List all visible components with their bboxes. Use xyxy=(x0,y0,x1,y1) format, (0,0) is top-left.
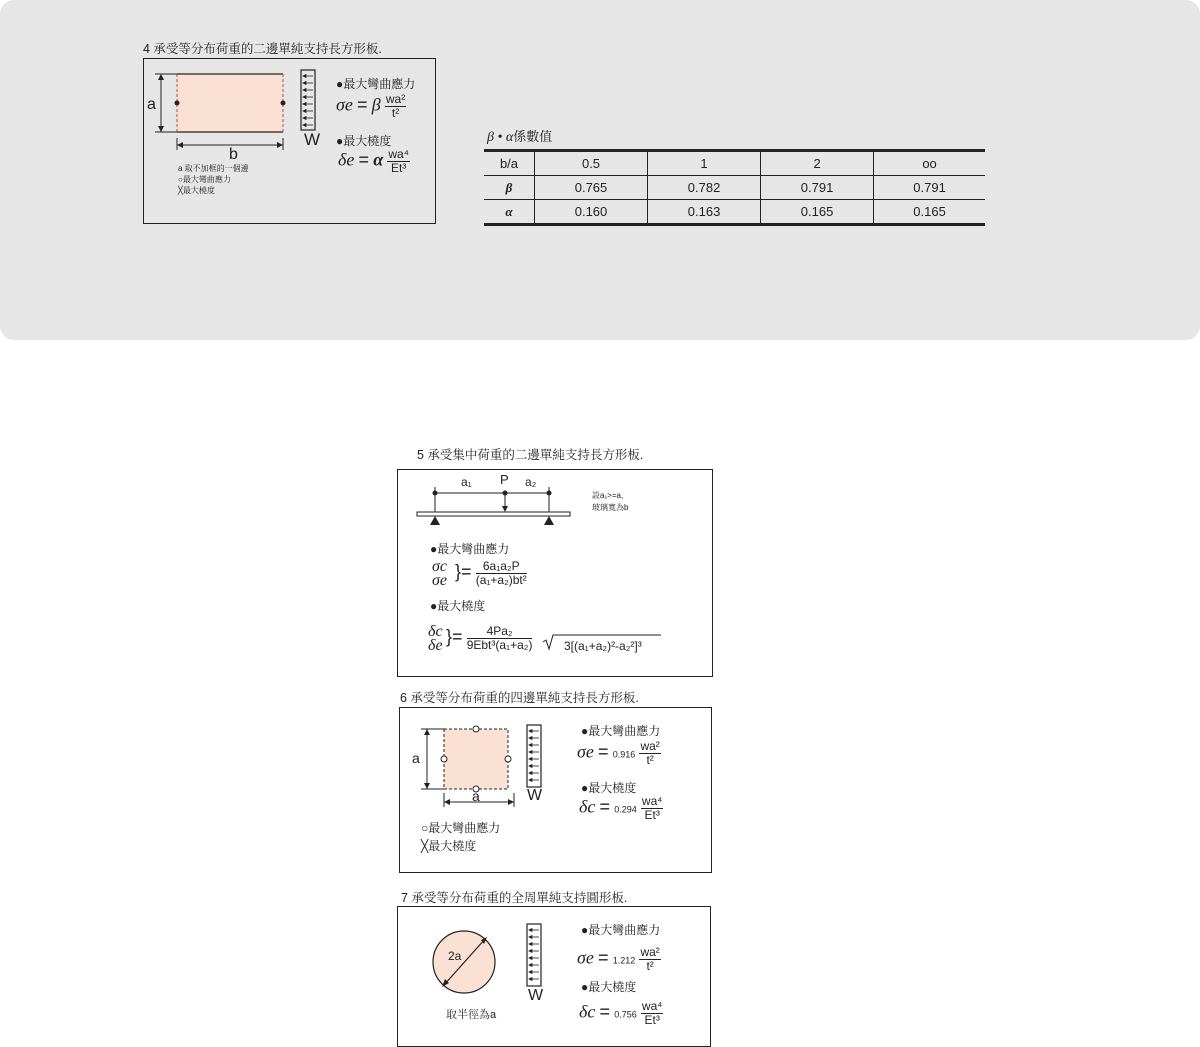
table-row xyxy=(484,176,985,200)
dim-a-label: a xyxy=(147,96,156,113)
table-cell: 0.163 xyxy=(648,200,761,225)
table-header-cell: oo xyxy=(874,151,985,176)
stress-num: wa² xyxy=(385,92,406,106)
section7-title: 7 承受等分布荷重的全周單純支持圓形板. xyxy=(401,891,628,905)
table-row xyxy=(484,200,985,225)
s6-deflection-den: Et³ xyxy=(644,808,660,822)
s5-defl-root: 3[(a₁+a₂)²-a₂²]³ xyxy=(564,639,642,653)
s6-deflection-symbol: δc xyxy=(579,796,596,817)
section6-title: 6 承受等分布荷重的四邊單純支持長方形板. xyxy=(400,691,639,705)
s6-deflection-coef: 0.294 xyxy=(614,804,637,815)
s5-defl-den: 9Ebt³(a₁+a₂) xyxy=(466,638,533,652)
s6-stress-heading: ●最大彎曲應力 xyxy=(581,724,661,738)
s6-stress-coef: 0.916 xyxy=(612,749,636,760)
s5-defl-sym-top: δc xyxy=(428,623,443,640)
deflection-heading: ●最大橈度 xyxy=(336,134,392,148)
s7-stress-den: t² xyxy=(646,959,654,973)
table-cell: 0.782 xyxy=(648,176,761,200)
stress-formula: σe = β $\frac{\text{wa²}}{\text{t²}}$ xyxy=(336,92,406,120)
table-header-cell: 1 xyxy=(648,151,761,176)
s5-deflection-heading: ●最大橈度 xyxy=(430,599,486,613)
s7-deflection-den: Et³ xyxy=(644,1013,660,1027)
label-a2: a₂ xyxy=(525,475,537,489)
s7-deflection-formula: δc = 0.756 $\frac{\text{wa⁴}}{\text{Et³}}$ xyxy=(579,999,663,1027)
s6-load-w-label: W xyxy=(527,787,543,804)
stress-heading: ●最大彎曲應力 xyxy=(336,77,416,91)
s5-stress-num: 6a₁a₂P xyxy=(476,560,527,574)
s7-stress-formula: σe = 1.212 $\frac{\text{wa²}}{\text{t²}}$ xyxy=(577,945,660,973)
legend-line-2: ○最大彎曲應力 xyxy=(178,175,231,184)
dim-b-label: b xyxy=(229,146,238,163)
deflection-num: wa⁴ xyxy=(388,147,409,161)
stress-den: t² xyxy=(391,106,400,120)
table-cell: 0.765 xyxy=(535,176,648,200)
table-cell: 0.165 xyxy=(761,200,874,225)
plate-rect xyxy=(177,74,283,132)
s6-deflection-formula: δc = 0.294 $\frac{\text{wa⁴}}{\text{Et³}}$ xyxy=(579,794,663,822)
table-row xyxy=(484,151,985,176)
s5-stress-sym-top: σc xyxy=(432,558,447,575)
s7-load-w-label: W xyxy=(528,987,544,1004)
s5-defl-formula: }= $\frac{\text{4Pa₂}}{\text{9Ebt³(a₁+a₂)}}$ xyxy=(446,624,533,652)
section7-diagram xyxy=(397,906,711,1047)
label-a1: a₁ xyxy=(461,475,472,489)
note-line-2: 玻璃寬為b xyxy=(592,503,629,512)
coef-table xyxy=(484,149,985,226)
legend-line-3: ╳最大橈度 xyxy=(178,186,215,195)
s6-stress-formula: σe = 0.916 $\frac{\text{wa²}}{\text{t²}}$ xyxy=(577,739,660,767)
table-row-label: β xyxy=(484,176,535,200)
s5-stress-sym-bottom: σe xyxy=(432,572,447,589)
s7-stress-num: wa² xyxy=(640,945,660,959)
s6-dim-a-bottom: a xyxy=(472,788,480,804)
stress-coef: β xyxy=(371,94,381,115)
s7-deflection-symbol: δc xyxy=(579,1001,596,1022)
table-header-cell: 0.5 xyxy=(535,151,648,176)
s5-stress-heading: ●最大彎曲應力 xyxy=(430,542,510,556)
s5-stress-symbols xyxy=(432,560,447,588)
table-cell: 0.791 xyxy=(761,176,874,200)
s6-legend-1: ○最大彎曲應力 xyxy=(421,821,501,835)
s7-stress-coef: 1.212 xyxy=(612,955,636,966)
s5-defl-num: 4Pa₂ xyxy=(467,625,533,639)
deflection-den: Et³ xyxy=(390,161,407,175)
deflection-symbol: δe xyxy=(338,149,355,170)
table-cell: 0.165 xyxy=(874,200,985,225)
diameter-label: 2a xyxy=(448,949,462,963)
deflection-coef: α xyxy=(373,149,384,170)
table-header-cell: b/a xyxy=(484,151,535,176)
section4-title: 4 承受等分布荷重的二邊單純支持長方形板. xyxy=(143,42,382,56)
s7-deflection-num: wa⁴ xyxy=(641,999,663,1013)
legend-line-1: a 取不加框的一個邊 xyxy=(178,164,249,173)
s6-dim-a-side: a xyxy=(412,750,420,766)
load-w-label: W xyxy=(304,130,321,149)
note-line-1: 設a₁>=a, xyxy=(592,491,624,500)
s7-deflection-heading: ●最大橈度 xyxy=(581,980,637,994)
s6-stress-den: t² xyxy=(646,753,654,767)
table-header-cell: 2 xyxy=(761,151,874,176)
table-cell: 0.160 xyxy=(535,200,648,225)
s6-deflection-heading: ●最大橈度 xyxy=(581,781,637,795)
s6-stress-num: wa² xyxy=(640,739,660,753)
s5-stress-den: (a₁+a₂)bt² xyxy=(475,573,527,587)
s6-legend-2: ╳最大橈度 xyxy=(421,839,477,853)
table-cell: 0.791 xyxy=(874,176,985,200)
coef-title-text: 係數值 xyxy=(513,129,553,144)
s5-defl-sym-bottom: δe xyxy=(428,637,443,654)
s5-stress-formula: }= $\frac{\text{6a₁a₂P}}{\text{(a₁+a₂)bt²}}$ xyxy=(455,559,527,587)
section5-title: 5 承受集中荷重的二邊單純支持長方形板. xyxy=(417,448,644,462)
s5-defl-symbols xyxy=(428,625,443,653)
radius-note: 取半徑為a xyxy=(446,1009,497,1021)
table-row-label: α xyxy=(484,200,535,225)
s6-deflection-num: wa⁴ xyxy=(641,794,663,808)
coef-title-symbols: β • α xyxy=(487,130,514,145)
s7-stress-symbol: σe xyxy=(577,947,594,968)
deflection-formula: δe = α $\frac{\text{wa⁴}}{\text{Et³}}$ xyxy=(338,147,409,175)
square-plate xyxy=(444,729,508,789)
s6-stress-symbol: σe xyxy=(577,741,594,762)
stress-symbol: σe xyxy=(336,94,353,115)
coef-table-title xyxy=(487,126,552,146)
label-p: P xyxy=(500,472,509,487)
s7-deflection-coef: 0.756 xyxy=(614,1009,637,1020)
s7-stress-heading: ●最大彎曲應力 xyxy=(581,923,661,937)
